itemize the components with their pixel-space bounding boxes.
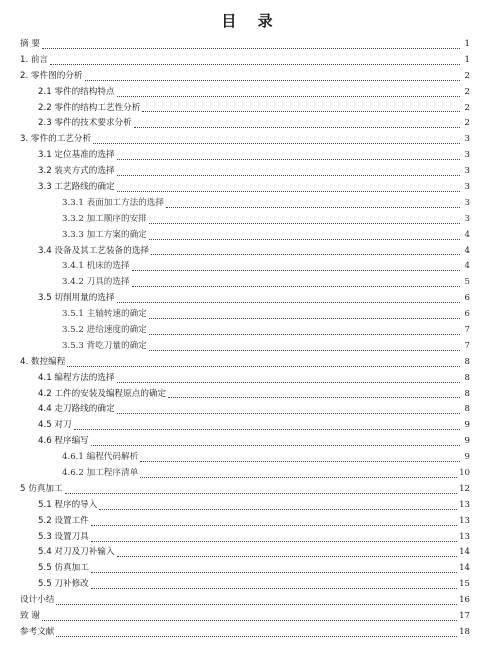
toc-entry-label: 4.6.2 加工程序清单 <box>62 468 139 479</box>
toc-entry-page-number: 5 <box>464 277 470 288</box>
toc-entry-label: 3.2 装夹方式的选择 <box>38 166 115 177</box>
toc-entry[interactable] <box>20 116 470 132</box>
toc-entry-label: 4.1 编程方法的选择 <box>38 372 115 383</box>
toc-entry-label: 3.3 工艺路线的确定 <box>38 182 115 192</box>
toc-entry-page-number: 2 <box>464 86 470 97</box>
toc-entry-page-number: 2 <box>464 70 470 81</box>
toc-dot-leader <box>42 47 460 49</box>
toc-entry[interactable] <box>20 53 470 69</box>
toc-dot-leader <box>149 349 460 351</box>
toc-dot-leader <box>132 269 460 271</box>
toc-entry-label: 3.3.1 表面加工方法的选择 <box>62 197 164 208</box>
toc-entry-label: 4.2 工件的安装及编程原点的确定 <box>38 388 167 399</box>
toc-dot-leader <box>91 587 457 589</box>
toc-dot-leader <box>117 381 460 383</box>
toc-entry[interactable] <box>20 466 470 482</box>
toc-dot-leader <box>91 571 457 573</box>
toc-entry-page-number: 6 <box>464 309 470 320</box>
toc-entry-label: 2.3 零件的技术要求分析 <box>38 118 132 129</box>
toc-entry[interactable] <box>20 609 470 625</box>
toc-dot-leader <box>56 635 457 637</box>
toc-dot-leader <box>149 333 460 335</box>
toc-dot-leader <box>140 460 460 462</box>
toc-entry-page-number: 9 <box>464 452 470 463</box>
toc-entry[interactable] <box>20 259 470 275</box>
toc-entry[interactable] <box>20 625 470 641</box>
toc-dot-leader <box>149 238 460 240</box>
toc-dot-leader <box>168 396 460 398</box>
toc-entry-page-number: 3 <box>464 150 470 161</box>
toc-entry[interactable] <box>20 498 470 514</box>
toc-dot-leader <box>117 301 460 303</box>
toc-entry[interactable] <box>20 402 470 418</box>
toc-entry-label: 3.5 切削用量的选择 <box>38 293 115 304</box>
toc-entry-page-number: 18 <box>459 626 470 637</box>
toc-entry[interactable] <box>20 546 470 562</box>
toc-entry[interactable] <box>20 148 470 164</box>
toc-entry[interactable] <box>20 307 470 323</box>
toc-dot-leader <box>132 285 460 287</box>
toc-entry-label: 3.3.2 加工顺序的安排 <box>62 213 147 224</box>
toc-dot-leader <box>74 428 460 430</box>
toc-entry-page-number: 8 <box>464 388 470 399</box>
toc-entry-label: 5 仿真加工 <box>20 483 63 494</box>
toc-entry-page-number: 13 <box>459 499 470 510</box>
toc-entry-page-number: 7 <box>464 340 470 351</box>
toc-entry-label: 4.6.1 编程代码解析 <box>62 452 139 463</box>
toc-entry-page-number: 2 <box>464 102 470 113</box>
toc-entry-label: 设计小结 <box>20 595 55 606</box>
toc-dot-leader <box>117 555 458 557</box>
toc-dot-leader <box>151 253 460 255</box>
toc-entry[interactable] <box>20 291 470 307</box>
toc-entry-page-number: 14 <box>459 563 470 574</box>
toc-entry-page-number: 13 <box>459 531 470 542</box>
toc-entry-page-number: 9 <box>464 436 470 447</box>
toc-entry-page-number: 4 <box>464 229 470 240</box>
toc-entry-page-number: 8 <box>464 356 470 367</box>
toc-dot-leader <box>134 126 460 128</box>
toc-dot-leader <box>67 365 460 367</box>
toc-entry-page-number: 3 <box>464 197 470 208</box>
toc-entry[interactable] <box>20 37 470 53</box>
toc-entry[interactable] <box>20 482 470 498</box>
toc-dot-leader <box>93 142 460 144</box>
toc-entry[interactable] <box>20 228 470 244</box>
toc-entry[interactable] <box>20 387 470 403</box>
toc-entry[interactable] <box>20 339 470 355</box>
toc-entry-page-number: 3 <box>464 182 470 192</box>
toc-entry[interactable] <box>20 244 470 260</box>
toc-entry[interactable] <box>20 355 470 371</box>
toc-entry-label: 致 谢 <box>20 611 40 622</box>
toc-entry-page-number: 12 <box>459 483 470 494</box>
toc-entry-label: 5.3 设置刀具 <box>38 531 89 542</box>
toc-entry[interactable] <box>20 561 470 577</box>
toc-entry-label: 5.2 设置工件 <box>38 515 89 526</box>
toc-entry-label: 3.4.2 刀具的选择 <box>62 277 130 288</box>
toc-entry-page-number: 3 <box>464 134 470 145</box>
toc-dot-leader <box>91 540 457 542</box>
toc-dot-leader <box>166 206 460 208</box>
toc-entry[interactable] <box>20 514 470 530</box>
toc-entry-label: 3.4 设备及其工艺装备的选择 <box>38 245 149 256</box>
toc-entry-page-number: 3 <box>464 166 470 177</box>
toc-entry[interactable] <box>20 69 470 85</box>
toc-entry[interactable] <box>20 164 470 180</box>
toc-entry[interactable] <box>20 593 470 609</box>
toc-entry-label: 3.4.1 机床的选择 <box>62 261 130 272</box>
toc-entry[interactable] <box>20 180 470 196</box>
toc-dot-leader <box>91 524 457 526</box>
toc-dot-leader <box>56 603 457 605</box>
toc-entry-page-number: 6 <box>464 293 470 304</box>
toc-dot-leader <box>50 63 460 65</box>
toc-entry[interactable] <box>20 132 470 148</box>
toc-entry-label: 3.5.2 进给速度的确定 <box>62 325 147 336</box>
toc-entry-label: 5.5 仿真加工 <box>38 563 89 574</box>
toc-entry[interactable] <box>20 418 470 434</box>
toc-entry-page-number: 14 <box>459 547 470 558</box>
toc-dot-leader <box>149 317 460 319</box>
toc-entry-page-number: 16 <box>459 595 470 606</box>
toc-dot-leader <box>117 174 460 176</box>
toc-entry[interactable] <box>20 450 470 466</box>
toc-entry-label: 4.6 程序编写 <box>38 436 89 447</box>
toc-dot-leader <box>65 492 457 494</box>
toc-entry-page-number: 3 <box>464 213 470 224</box>
toc-dot-leader <box>117 190 460 192</box>
toc-entry[interactable] <box>20 323 470 339</box>
toc-entry-page-number: 17 <box>459 611 470 622</box>
toc-dot-leader <box>117 412 460 414</box>
toc-entry[interactable] <box>20 196 470 212</box>
toc-entry[interactable] <box>20 577 470 593</box>
toc-list <box>20 37 470 641</box>
toc-entry[interactable] <box>20 85 470 101</box>
toc-entry[interactable] <box>20 212 470 228</box>
toc-entry-label: 4.5 对刀 <box>38 420 72 431</box>
toc-entry-label: 4. 数控编程 <box>20 356 66 367</box>
toc-entry-page-number: 2 <box>464 118 470 129</box>
toc-dot-leader <box>117 95 460 97</box>
toc-dot-leader <box>91 444 460 446</box>
toc-entry[interactable] <box>20 101 470 117</box>
toc-dot-leader <box>142 110 460 112</box>
toc-dot-leader <box>85 79 461 81</box>
toc-entry-label: 3.5.1 主轴转速的确定 <box>62 309 147 320</box>
toc-entry-label: 2. 零件图的分析 <box>20 70 83 81</box>
toc-entry-label: 3.5.3 背吃刀量的确定 <box>62 340 147 351</box>
toc-entry-page-number: 7 <box>464 325 470 336</box>
toc-entry-page-number: 4 <box>464 261 470 272</box>
toc-entry-label: 4.4 走刀路线的确定 <box>38 404 115 415</box>
toc-entry-page-number: 1 <box>464 54 470 65</box>
toc-entry-label: 3. 零件的工艺分析 <box>20 134 92 145</box>
toc-entry[interactable] <box>20 530 470 546</box>
toc-entry-label: 3.1 定位基准的选择 <box>38 150 115 161</box>
toc-dot-leader <box>140 476 457 478</box>
toc-dot-leader <box>117 158 460 160</box>
toc-entry-page-number: 15 <box>459 579 470 590</box>
toc-entry-page-number: 9 <box>464 420 470 431</box>
toc-entry-page-number: 13 <box>459 515 470 526</box>
toc-entry-label: 3.3.3 加工方案的确定 <box>62 229 147 240</box>
toc-entry-label: 1. 前言 <box>20 54 49 65</box>
toc-entry[interactable] <box>20 371 470 387</box>
toc-entry-page-number: 8 <box>464 372 470 383</box>
toc-entry-label: 参考文献 <box>20 626 55 637</box>
toc-title: 目 录 <box>221 12 281 30</box>
toc-entry-page-number: 4 <box>464 245 470 256</box>
toc-entry-page-number: 8 <box>464 404 470 415</box>
toc-entry-page-number: 1 <box>464 38 470 49</box>
toc-entry-label: 2.1 零件的结构特点 <box>38 86 115 97</box>
toc-entry-page-number: 10 <box>459 468 470 479</box>
toc-dot-leader <box>42 619 457 621</box>
toc-dot-leader <box>149 222 460 224</box>
toc-dot-leader <box>99 508 457 510</box>
toc-entry[interactable] <box>20 434 470 450</box>
toc-entry[interactable] <box>20 275 470 291</box>
toc-entry-label: 5.1 程序的导入 <box>38 499 98 510</box>
toc-entry-label: 摘 要 <box>20 38 40 49</box>
toc-entry-label: 5.4 对刀及刀补输入 <box>38 547 115 558</box>
toc-entry-label: 2.2 零件的结构工艺性分析 <box>38 102 141 113</box>
toc-entry-label: 5.5 刀补修改 <box>38 579 89 590</box>
